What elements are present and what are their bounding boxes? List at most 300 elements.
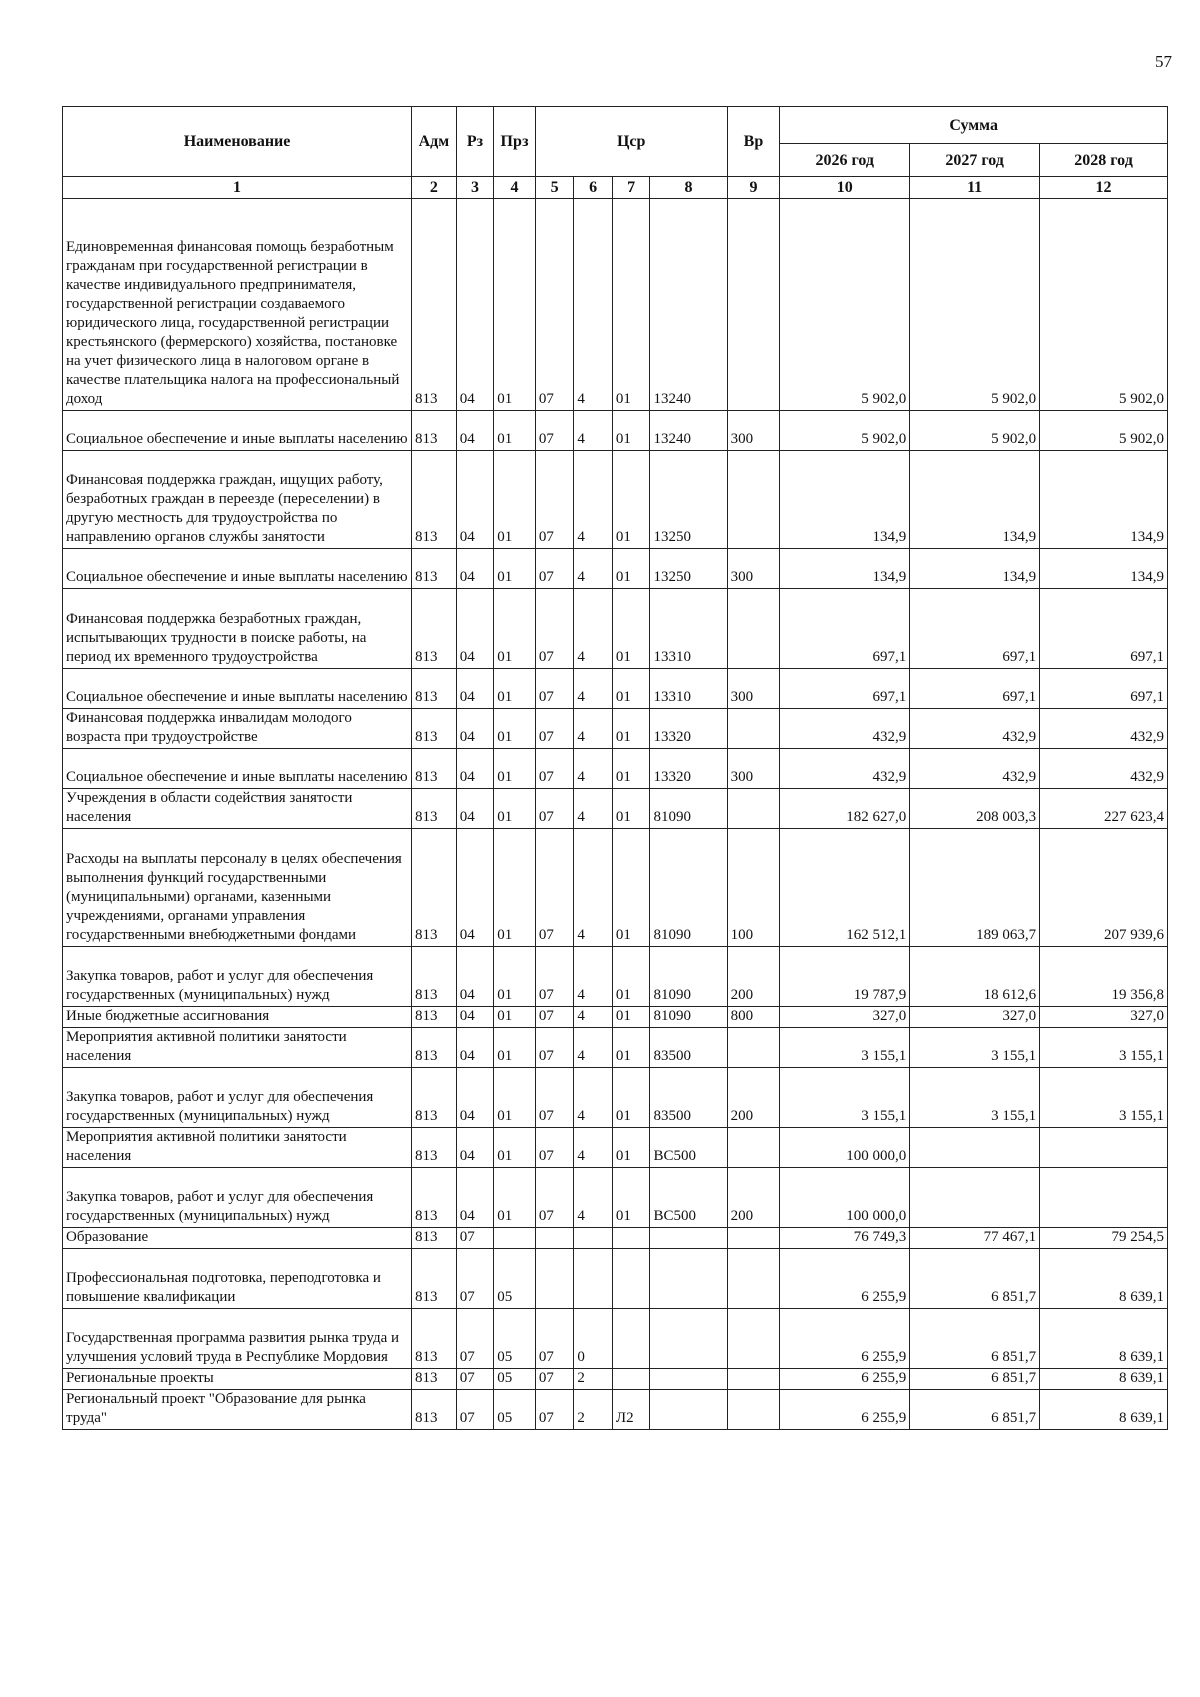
header-year-2027: 2027 год — [910, 144, 1040, 177]
csr-part-cell — [535, 1228, 574, 1249]
vr-cell: 300 — [727, 749, 780, 789]
csr-code-cell: 13320 — [650, 709, 727, 749]
adm-cell: 813 — [412, 829, 457, 947]
sum-2028-cell: 8 639,1 — [1040, 1369, 1168, 1390]
prz-cell: 01 — [494, 1068, 536, 1128]
adm-cell: 813 — [412, 411, 457, 451]
adm-cell: 813 — [412, 789, 457, 829]
adm-cell: 813 — [412, 1309, 457, 1369]
csr-part-cell: 07 — [535, 829, 574, 947]
rz-cell: 04 — [456, 199, 494, 411]
page-number: 57 — [1155, 52, 1172, 71]
rz-cell: 04 — [456, 1068, 494, 1128]
prz-cell: 01 — [494, 199, 536, 411]
prz-cell: 05 — [494, 1309, 536, 1369]
prz-cell: 01 — [494, 749, 536, 789]
rz-cell: 04 — [456, 411, 494, 451]
header-csr: Цср — [535, 107, 727, 177]
rz-cell: 04 — [456, 1007, 494, 1028]
csr-code-cell — [650, 1249, 727, 1309]
prz-cell: 01 — [494, 709, 536, 749]
sum-2028-cell: 8 639,1 — [1040, 1249, 1168, 1309]
prz-cell: 01 — [494, 589, 536, 669]
csr-part-cell: 07 — [535, 1369, 574, 1390]
sum-2028-cell: 5 902,0 — [1040, 199, 1168, 411]
csr-code-cell: 81090 — [650, 829, 727, 947]
row-name-cell: Учреждения в области содействия занятости населения — [63, 789, 412, 829]
table-row — [63, 1228, 1168, 1249]
csr-part-cell: 01 — [612, 451, 650, 549]
prz-cell: 01 — [494, 411, 536, 451]
vr-cell — [727, 709, 780, 749]
sum-2026-cell: 134,9 — [780, 549, 910, 589]
sum-2026-cell: 182 627,0 — [780, 789, 910, 829]
csr-code-cell: 13250 — [650, 549, 727, 589]
header-vr: Вр — [727, 107, 780, 177]
sum-2027-cell: 697,1 — [910, 669, 1040, 709]
sum-2026-cell: 6 255,9 — [780, 1249, 910, 1309]
table-row — [63, 1007, 1168, 1028]
csr-code-cell: ВС500 — [650, 1128, 727, 1168]
csr-part-cell: 4 — [574, 749, 613, 789]
table-row — [63, 789, 1168, 829]
header-year-2026: 2026 год — [780, 144, 910, 177]
vr-cell: 800 — [727, 1007, 780, 1028]
column-number: 12 — [1040, 177, 1168, 199]
csr-part-cell — [612, 1309, 650, 1369]
csr-part-cell: 01 — [612, 1028, 650, 1068]
vr-cell — [727, 1128, 780, 1168]
sum-2027-cell: 697,1 — [910, 589, 1040, 669]
row-name-cell: Мероприятия активной политики занятости населения — [63, 1128, 412, 1168]
header-prz: Прз — [494, 107, 536, 177]
header-adm: Адм — [412, 107, 457, 177]
sum-2026-cell: 3 155,1 — [780, 1068, 910, 1128]
sum-2027-cell: 432,9 — [910, 709, 1040, 749]
csr-part-cell: 07 — [535, 1007, 574, 1028]
csr-code-cell — [650, 1369, 727, 1390]
sum-2028-cell: 432,9 — [1040, 709, 1168, 749]
row-name-cell: Закупка товаров, работ и услуг для обеспечения государственных (муниципальных) нужд — [63, 947, 412, 1007]
rz-cell: 04 — [456, 789, 494, 829]
row-name-cell: Закупка товаров, работ и услуг для обеспечения государственных (муниципальных) нужд — [63, 1168, 412, 1228]
prz-cell: 05 — [494, 1390, 536, 1430]
column-number: 9 — [727, 177, 780, 199]
adm-cell: 813 — [412, 1168, 457, 1228]
csr-part-cell: 07 — [535, 1028, 574, 1068]
csr-part-cell: 01 — [612, 199, 650, 411]
sum-2026-cell: 162 512,1 — [780, 829, 910, 947]
column-number: 2 — [412, 177, 457, 199]
column-number-row — [63, 177, 1168, 199]
sum-2026-cell: 697,1 — [780, 589, 910, 669]
table-row — [63, 947, 1168, 1007]
csr-part-cell: 07 — [535, 199, 574, 411]
budget-table — [62, 106, 1168, 1430]
column-number: 8 — [650, 177, 727, 199]
sum-2028-cell: 79 254,5 — [1040, 1228, 1168, 1249]
csr-code-cell: 13320 — [650, 749, 727, 789]
csr-part-cell: 01 — [612, 947, 650, 1007]
column-number: 11 — [910, 177, 1040, 199]
row-name-cell: Образование — [63, 1228, 412, 1249]
csr-code-cell: 13240 — [650, 199, 727, 411]
adm-cell: 813 — [412, 1249, 457, 1309]
csr-part-cell: 07 — [535, 411, 574, 451]
csr-part-cell: 2 — [574, 1369, 613, 1390]
csr-part-cell: 01 — [612, 829, 650, 947]
csr-part-cell: 07 — [535, 1068, 574, 1128]
csr-part-cell: 4 — [574, 1007, 613, 1028]
adm-cell: 813 — [412, 749, 457, 789]
sum-2027-cell: 5 902,0 — [910, 411, 1040, 451]
prz-cell: 01 — [494, 1128, 536, 1168]
adm-cell: 813 — [412, 451, 457, 549]
vr-cell: 200 — [727, 947, 780, 1007]
rz-cell: 07 — [456, 1390, 494, 1430]
vr-cell — [727, 451, 780, 549]
sum-2027-cell: 134,9 — [910, 451, 1040, 549]
csr-part-cell: 4 — [574, 589, 613, 669]
vr-cell — [727, 1028, 780, 1068]
vr-cell: 200 — [727, 1168, 780, 1228]
adm-cell: 813 — [412, 1390, 457, 1430]
sum-2026-cell: 134,9 — [780, 451, 910, 549]
csr-part-cell — [574, 1228, 613, 1249]
sum-2028-cell — [1040, 1128, 1168, 1168]
rz-cell: 04 — [456, 1168, 494, 1228]
sum-2027-cell — [910, 1128, 1040, 1168]
prz-cell — [494, 1228, 536, 1249]
csr-part-cell: 4 — [574, 829, 613, 947]
table-row — [63, 451, 1168, 549]
column-number: 7 — [612, 177, 650, 199]
csr-part-cell: 4 — [574, 709, 613, 749]
sum-2027-cell: 6 851,7 — [910, 1309, 1040, 1369]
csr-part-cell: 01 — [612, 411, 650, 451]
vr-cell: 300 — [727, 411, 780, 451]
sum-2028-cell: 697,1 — [1040, 669, 1168, 709]
column-number: 5 — [535, 177, 574, 199]
vr-cell: 300 — [727, 549, 780, 589]
csr-part-cell: 07 — [535, 1128, 574, 1168]
sum-2028-cell: 327,0 — [1040, 1007, 1168, 1028]
vr-cell: 300 — [727, 669, 780, 709]
prz-cell: 01 — [494, 1168, 536, 1228]
csr-part-cell — [612, 1369, 650, 1390]
csr-code-cell: 83500 — [650, 1068, 727, 1128]
sum-2026-cell: 100 000,0 — [780, 1168, 910, 1228]
prz-cell: 01 — [494, 789, 536, 829]
csr-part-cell: 07 — [535, 749, 574, 789]
csr-part-cell: 0 — [574, 1309, 613, 1369]
vr-cell — [727, 589, 780, 669]
prz-cell: 01 — [494, 451, 536, 549]
csr-part-cell: 01 — [612, 549, 650, 589]
row-name-cell: Государственная программа развития рынка труда и улучшения условий труда в Республике Мордовия — [63, 1309, 412, 1369]
rz-cell: 07 — [456, 1309, 494, 1369]
row-name-cell: Региональный проект "Образование для рынка труда" — [63, 1390, 412, 1430]
csr-code-cell — [650, 1228, 727, 1249]
sum-2026-cell: 3 155,1 — [780, 1028, 910, 1068]
csr-part-cell: 01 — [612, 709, 650, 749]
row-name-cell: Расходы на выплаты персоналу в целях обеспечения выполнения функций государственными (муниципальными) органами, казенными учреждениями, органами управления государственными внебюджетными фондами — [63, 829, 412, 947]
csr-part-cell — [535, 1249, 574, 1309]
row-name-cell: Профессиональная подготовка, переподготовка и повышение квалификации — [63, 1249, 412, 1309]
sum-2026-cell: 6 255,9 — [780, 1390, 910, 1430]
csr-part-cell: 07 — [535, 709, 574, 749]
csr-code-cell: 81090 — [650, 1007, 727, 1028]
row-name-cell: Региональные проекты — [63, 1369, 412, 1390]
rz-cell: 04 — [456, 669, 494, 709]
rz-cell: 04 — [456, 451, 494, 549]
sum-2027-cell: 208 003,3 — [910, 789, 1040, 829]
adm-cell: 813 — [412, 199, 457, 411]
sum-2027-cell: 327,0 — [910, 1007, 1040, 1028]
csr-part-cell: 01 — [612, 1168, 650, 1228]
csr-part-cell: 4 — [574, 549, 613, 589]
table-row — [63, 411, 1168, 451]
rz-cell: 04 — [456, 749, 494, 789]
sum-2027-cell: 432,9 — [910, 749, 1040, 789]
rz-cell: 04 — [456, 829, 494, 947]
prz-cell: 01 — [494, 549, 536, 589]
column-number: 10 — [780, 177, 910, 199]
vr-cell: 200 — [727, 1068, 780, 1128]
csr-code-cell: 13310 — [650, 669, 727, 709]
prz-cell: 01 — [494, 829, 536, 947]
csr-part-cell: 07 — [535, 789, 574, 829]
sum-2027-cell: 3 155,1 — [910, 1028, 1040, 1068]
header-name: Наименование — [63, 107, 412, 177]
adm-cell: 813 — [412, 589, 457, 669]
sum-2028-cell: 3 155,1 — [1040, 1028, 1168, 1068]
table-row — [63, 1369, 1168, 1390]
rz-cell: 07 — [456, 1369, 494, 1390]
csr-part-cell — [612, 1228, 650, 1249]
csr-part-cell: 4 — [574, 451, 613, 549]
adm-cell: 813 — [412, 1007, 457, 1028]
row-name-cell: Иные бюджетные ассигнования — [63, 1007, 412, 1028]
sum-2026-cell: 697,1 — [780, 669, 910, 709]
sum-2027-cell: 134,9 — [910, 549, 1040, 589]
sum-2028-cell: 8 639,1 — [1040, 1309, 1168, 1369]
csr-code-cell: 83500 — [650, 1028, 727, 1068]
csr-code-cell: 81090 — [650, 789, 727, 829]
prz-cell: 01 — [494, 1007, 536, 1028]
csr-part-cell: 4 — [574, 1068, 613, 1128]
prz-cell: 05 — [494, 1249, 536, 1309]
table-body — [63, 199, 1168, 1430]
sum-2027-cell: 189 063,7 — [910, 829, 1040, 947]
csr-part-cell: 4 — [574, 1128, 613, 1168]
csr-part-cell: 01 — [612, 1007, 650, 1028]
row-name-cell: Единовременная финансовая помощь безработным гражданам при государственной регистрации в качестве индивидуального предпринимателя, государственной регистрации создаваемого юридического лица, государственной регистрации крестьянского (фермерского) хозяйства, постановке на учет физического лица в налоговом органе в качестве плательщика налога на профессиональный доход — [63, 199, 412, 411]
header-rz: Рз — [456, 107, 494, 177]
table-row — [63, 1309, 1168, 1369]
sum-2026-cell: 19 787,9 — [780, 947, 910, 1007]
table-row — [63, 1390, 1168, 1430]
csr-code-cell: 13310 — [650, 589, 727, 669]
sum-2026-cell: 432,9 — [780, 709, 910, 749]
adm-cell: 813 — [412, 947, 457, 1007]
sum-2027-cell: 6 851,7 — [910, 1249, 1040, 1309]
column-number: 6 — [574, 177, 613, 199]
header-sum: Сумма — [780, 107, 1168, 144]
sum-2027-cell: 77 467,1 — [910, 1228, 1040, 1249]
row-name-cell: Социальное обеспечение и иные выплаты населению — [63, 411, 412, 451]
sum-2026-cell: 100 000,0 — [780, 1128, 910, 1168]
csr-part-cell: 07 — [535, 1309, 574, 1369]
row-name-cell: Мероприятия активной политики занятости населения — [63, 1028, 412, 1068]
adm-cell: 813 — [412, 669, 457, 709]
csr-part-cell: 01 — [612, 789, 650, 829]
csr-part-cell: 4 — [574, 1168, 613, 1228]
row-name-cell: Финансовая поддержка инвалидам молодого возраста при трудоустройстве — [63, 709, 412, 749]
csr-part-cell: 07 — [535, 589, 574, 669]
table-row — [63, 1128, 1168, 1168]
prz-cell: 01 — [494, 1028, 536, 1068]
header-year-2028: 2028 год — [1040, 144, 1168, 177]
csr-part-cell: 2 — [574, 1390, 613, 1430]
sum-2027-cell: 5 902,0 — [910, 199, 1040, 411]
adm-cell: 813 — [412, 1068, 457, 1128]
adm-cell: 813 — [412, 709, 457, 749]
csr-part-cell: 01 — [612, 749, 650, 789]
sum-2028-cell — [1040, 1168, 1168, 1228]
sum-2028-cell: 5 902,0 — [1040, 411, 1168, 451]
sum-2028-cell: 134,9 — [1040, 549, 1168, 589]
table-row — [63, 669, 1168, 709]
csr-code-cell — [650, 1309, 727, 1369]
prz-cell: 01 — [494, 669, 536, 709]
csr-part-cell: 01 — [612, 1128, 650, 1168]
csr-code-cell — [650, 1390, 727, 1430]
vr-cell — [727, 1249, 780, 1309]
sum-2028-cell: 3 155,1 — [1040, 1068, 1168, 1128]
csr-part-cell: Л2 — [612, 1390, 650, 1430]
csr-part-cell: 4 — [574, 1028, 613, 1068]
table-row — [63, 829, 1168, 947]
csr-code-cell: 13250 — [650, 451, 727, 549]
row-name-cell: Социальное обеспечение и иные выплаты населению — [63, 549, 412, 589]
rz-cell: 07 — [456, 1249, 494, 1309]
vr-cell — [727, 1369, 780, 1390]
rz-cell: 04 — [456, 1028, 494, 1068]
vr-cell — [727, 1228, 780, 1249]
table-header — [63, 107, 1168, 199]
adm-cell: 813 — [412, 1228, 457, 1249]
sum-2028-cell: 8 639,1 — [1040, 1390, 1168, 1430]
adm-cell: 813 — [412, 1128, 457, 1168]
csr-part-cell: 4 — [574, 199, 613, 411]
vr-cell — [727, 789, 780, 829]
column-number: 1 — [63, 177, 412, 199]
row-name-cell: Социальное обеспечение и иные выплаты населению — [63, 749, 412, 789]
rz-cell: 04 — [456, 549, 494, 589]
csr-part-cell: 07 — [535, 1168, 574, 1228]
csr-part-cell: 4 — [574, 411, 613, 451]
rz-cell: 04 — [456, 947, 494, 1007]
table-row — [63, 549, 1168, 589]
csr-part-cell: 07 — [535, 1390, 574, 1430]
vr-cell — [727, 1309, 780, 1369]
rz-cell: 04 — [456, 1128, 494, 1168]
csr-code-cell: ВС500 — [650, 1168, 727, 1228]
table-row — [63, 199, 1168, 411]
row-name-cell: Закупка товаров, работ и услуг для обеспечения государственных (муниципальных) нужд — [63, 1068, 412, 1128]
csr-part-cell: 07 — [535, 451, 574, 549]
table-row — [63, 749, 1168, 789]
csr-part-cell — [574, 1249, 613, 1309]
sum-2026-cell: 6 255,9 — [780, 1309, 910, 1369]
table-row — [63, 1028, 1168, 1068]
prz-cell: 01 — [494, 947, 536, 1007]
rz-cell: 07 — [456, 1228, 494, 1249]
table-row — [63, 1168, 1168, 1228]
csr-part-cell: 4 — [574, 947, 613, 1007]
vr-cell — [727, 1390, 780, 1430]
sum-2026-cell: 5 902,0 — [780, 411, 910, 451]
prz-cell: 05 — [494, 1369, 536, 1390]
sum-2028-cell: 19 356,8 — [1040, 947, 1168, 1007]
column-number: 4 — [494, 177, 536, 199]
sum-2028-cell: 134,9 — [1040, 451, 1168, 549]
column-number: 3 — [456, 177, 494, 199]
csr-part-cell — [612, 1249, 650, 1309]
table-row — [63, 1249, 1168, 1309]
sum-2026-cell: 327,0 — [780, 1007, 910, 1028]
row-name-cell: Социальное обеспечение и иные выплаты населению — [63, 669, 412, 709]
adm-cell: 813 — [412, 549, 457, 589]
sum-2026-cell: 432,9 — [780, 749, 910, 789]
vr-cell — [727, 199, 780, 411]
sum-2027-cell: 6 851,7 — [910, 1390, 1040, 1430]
sum-2028-cell: 697,1 — [1040, 589, 1168, 669]
adm-cell: 813 — [412, 1369, 457, 1390]
csr-code-cell: 81090 — [650, 947, 727, 1007]
csr-part-cell: 01 — [612, 1068, 650, 1128]
sum-2027-cell: 18 612,6 — [910, 947, 1040, 1007]
csr-code-cell: 13240 — [650, 411, 727, 451]
row-name-cell: Финансовая поддержка граждан, ищущих работу, безработных граждан в переезде (переселении) в другую местность для трудоустройства по направлению органов службы занятости — [63, 451, 412, 549]
csr-part-cell: 07 — [535, 549, 574, 589]
sum-2027-cell — [910, 1168, 1040, 1228]
csr-part-cell: 07 — [535, 669, 574, 709]
csr-part-cell: 4 — [574, 669, 613, 709]
sum-2027-cell: 6 851,7 — [910, 1369, 1040, 1390]
csr-part-cell: 07 — [535, 947, 574, 1007]
csr-part-cell: 01 — [612, 589, 650, 669]
rz-cell: 04 — [456, 589, 494, 669]
sum-2026-cell: 76 749,3 — [780, 1228, 910, 1249]
rz-cell: 04 — [456, 709, 494, 749]
table-row — [63, 589, 1168, 669]
sum-2028-cell: 227 623,4 — [1040, 789, 1168, 829]
sum-2026-cell: 5 902,0 — [780, 199, 910, 411]
row-name-cell: Финансовая поддержка безработных граждан, испытывающих трудности в поиске работы, на период их временного трудоустройства — [63, 589, 412, 669]
csr-part-cell: 01 — [612, 669, 650, 709]
sum-2028-cell: 207 939,6 — [1040, 829, 1168, 947]
adm-cell: 813 — [412, 1028, 457, 1068]
sum-2027-cell: 3 155,1 — [910, 1068, 1040, 1128]
sum-2026-cell: 6 255,9 — [780, 1369, 910, 1390]
csr-part-cell: 4 — [574, 789, 613, 829]
sum-2028-cell: 432,9 — [1040, 749, 1168, 789]
vr-cell: 100 — [727, 829, 780, 947]
table-row — [63, 1068, 1168, 1128]
table-row — [63, 709, 1168, 749]
